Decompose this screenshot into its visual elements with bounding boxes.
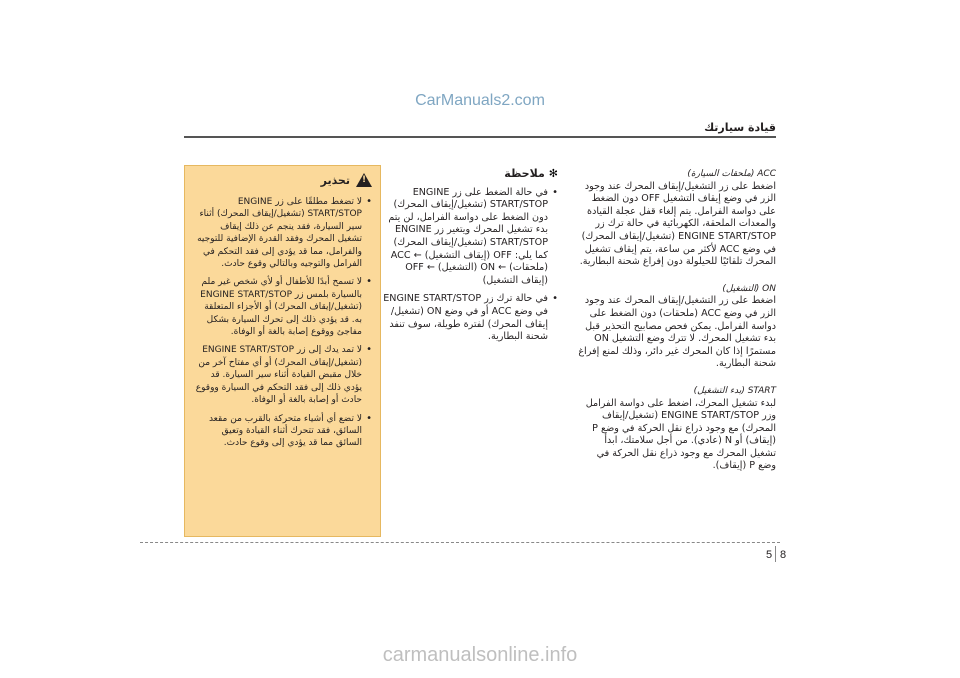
chapter-number: 5 bbox=[766, 549, 773, 561]
warning-heading bbox=[321, 173, 372, 187]
page-number: 8 bbox=[780, 549, 787, 561]
section-acc bbox=[576, 168, 776, 269]
warning-bullet: • لا تمد يدك إلى زر ENGINE START/STOP (تشغيل/إيقاف المحرك) أو أي مفتاح آخر من خلال مقبض القيادة أثناء سير السيارة. قد يؤدي ذلك إلى فقد التحكم في السيارة ووقوع حادث أو إصابة بالغة أو الوفاة. bbox=[194, 344, 372, 406]
section-on bbox=[576, 283, 776, 371]
note-column bbox=[382, 168, 558, 350]
page-header-title: قيادة سيارتك bbox=[704, 121, 776, 134]
warning-box bbox=[184, 165, 381, 537]
watermark-top: CarManuals2.com bbox=[415, 92, 545, 109]
section-start bbox=[576, 385, 776, 473]
watermark-bottom: carmanualsonline.info bbox=[382, 644, 578, 666]
note-heading-text: ملاحظة bbox=[504, 167, 545, 180]
warning-bullet: • لا تضغط مطلقًا على زر ENGINE START/STOP (تشغيل/إيقاف المحرك) أثناء سير السيارة، فقد ينجم عن ذلك إيقاف تشغيل المحرك وفقد القدرة الإضافية للتوجيه والفرامل، مما قد يؤدي إلى فقد التحكم في الفرامل والتوجيه وبالتالي وقوع حادث. bbox=[194, 196, 372, 270]
note-intro: • في حالة الضغط على زر ENGINE START/STOP (تشغيل/إيقاف المحرك) دون الضغط على دواسة الفرامل، لن يتم بدء تشغيل المحرك ويتغير زر ENGINE START/STOP (تشغيل/إيقاف المحرك) كما يلي: OFF (إيقاف التشغيل) ← ACC (ملحقات) ← ON (التشغيل) ← OFF (إيقاف التشغيل) bbox=[382, 187, 558, 288]
section-on-text: اضغط على زر التشغيل/إيقاف المحرك عند وجود الزر في وضع ACC (ملحقات) دون الضغط على دواسة الفرامل. يمكن فحص مصابيح التحذير قبل بدء تشغيل المحرك. لا تترك وضع التشغيل ON مستمرًا إذا كان المحرك غير دائر، وذلك لمنع إفراغ شحنة البطارية. bbox=[578, 295, 776, 370]
warning-bullet: • لا تضع أي أشياء متحركة بالقرب من مقعد السائق، فقد تتحرك أثناء القيادة وتعيق السائق مما قد يؤدي إلى وقوع حادث. bbox=[194, 413, 372, 450]
asterisk-icon: ✻ bbox=[548, 167, 558, 180]
section-start-text: لبدء تشغيل المحرك، اضغط على دواسة الفرامل وزر ENGINE START/STOP (تشغيل/إيقاف المحرك) مع وجود ذراع نقل الحركة في وضع P (إيقاف) أو N (عادي). من أجل سلامتك، ابدأ تشغيل المحرك مع وجود ذراع نقل الحركة في وضع P (إيقاف). bbox=[585, 397, 776, 472]
warning-heading-text: تحذير bbox=[320, 173, 350, 187]
section-on-title: ON (التشغيل) bbox=[722, 283, 776, 294]
page-number-divider bbox=[775, 546, 776, 562]
right-column bbox=[576, 168, 776, 487]
section-acc-title: ACC (ملحقات السيارة) bbox=[687, 169, 776, 179]
warning-bullet: • لا تسمح أبدًا للأطفال أو لأي شخص غير ملم بالسيارة بلمس زر ENGINE START/STOP (تشغيل/إيقاف المحرك) أو الأجزاء المتعلقة به. قد يؤدي ذلك إلى تحرك السيارة بشكل مفاجئ ووقوع إصابة بالغة أو الوفاة. bbox=[194, 276, 372, 338]
note-bullet: • في حالة ترك زر ENGINE START/STOP في وضع ACC أو في وضع ON (تشغيل/إيقاف المحرك) لفترة طويلة، سوف تنفد شحنة البطارية. bbox=[382, 293, 558, 343]
note-heading bbox=[382, 168, 558, 181]
warning-body bbox=[194, 196, 372, 456]
warning-triangle-icon: ! bbox=[356, 173, 372, 187]
header-rule bbox=[184, 136, 776, 138]
footer-rule bbox=[140, 542, 780, 543]
section-acc-text: اضغط على زر التشغيل/إيقاف المحرك عند وجود الزر في وضع إيقاف التشغيل OFF دون الضغط على دواسة الفرامل. يتم إلغاء قفل عجلة القيادة والمعدات الملحقة، الكهربائية في حالة ترك زر ENGINE START/STOP (تشغيل/إيقاف المحرك) في وضع ACC لأكثر من ساعة، يتم إيقاف تشغيل المحرك تلقائيًا للحيلولة دون إفراغ شحنة البطارية. bbox=[579, 180, 776, 268]
section-start-title: START (بدء التشغيل) bbox=[693, 385, 776, 396]
